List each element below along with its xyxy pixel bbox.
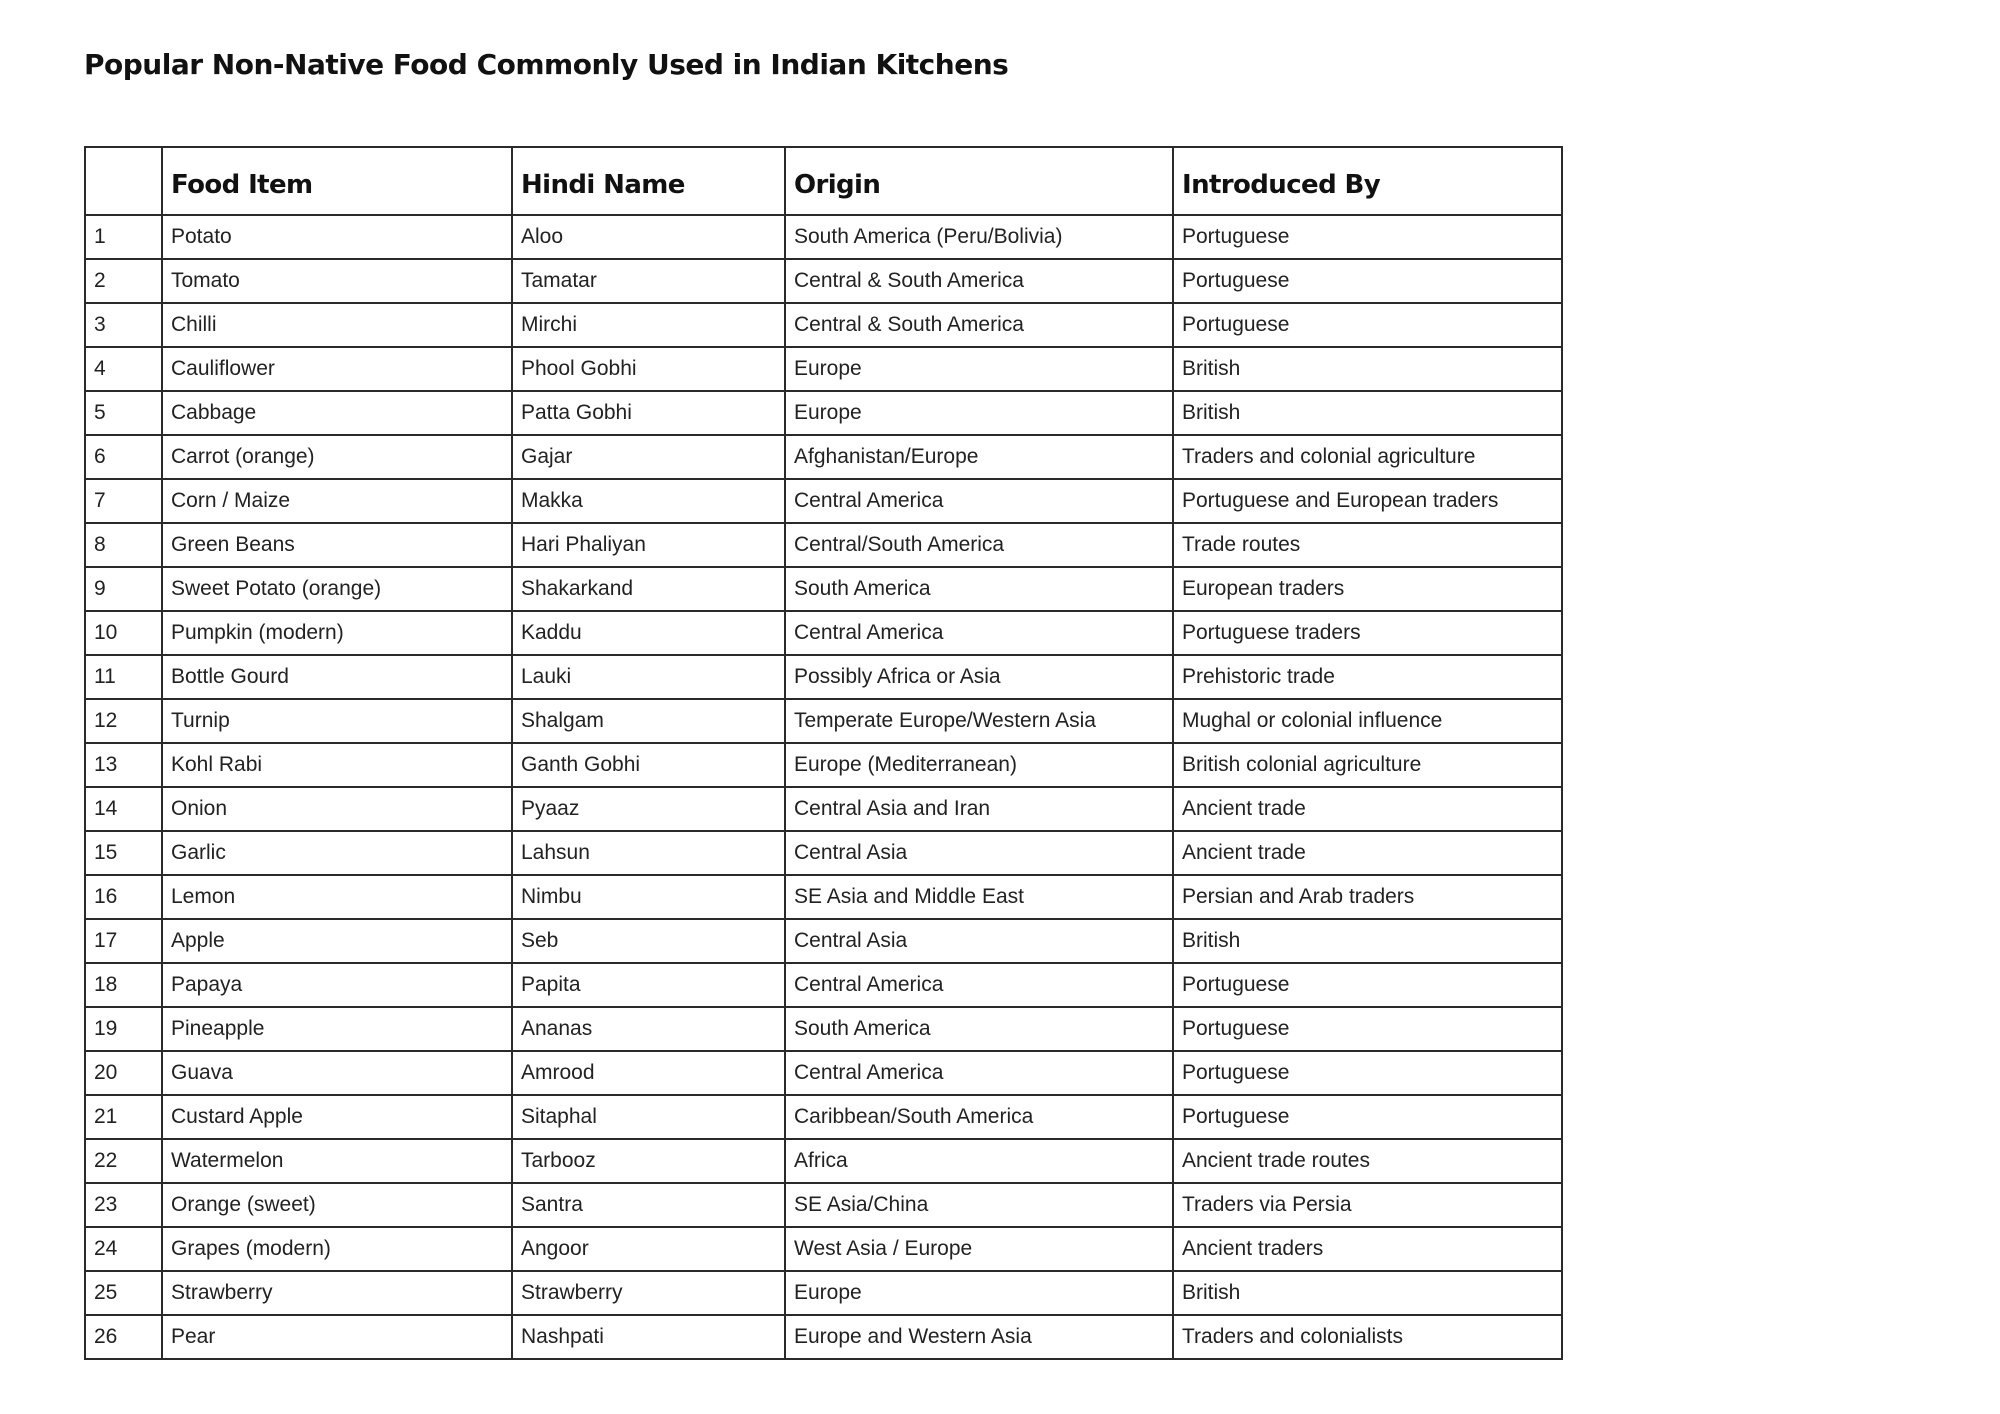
cell-index: 26 [85, 1315, 162, 1359]
cell-index: 14 [85, 787, 162, 831]
cell-hindi-name: Shalgam [512, 699, 785, 743]
cell-index: 3 [85, 303, 162, 347]
cell-origin: Central Asia [785, 919, 1173, 963]
cell-hindi-name: Tarbooz [512, 1139, 785, 1183]
cell-introduced-by: Portuguese traders [1173, 611, 1562, 655]
cell-introduced-by: Mughal or colonial influence [1173, 699, 1562, 743]
cell-hindi-name: Santra [512, 1183, 785, 1227]
header-food-item: Food Item [162, 147, 512, 215]
table-row [85, 919, 1562, 963]
cell-index: 22 [85, 1139, 162, 1183]
cell-origin: Central America [785, 1051, 1173, 1095]
cell-index: 24 [85, 1227, 162, 1271]
cell-hindi-name: Tamatar [512, 259, 785, 303]
cell-origin: Temperate Europe/Western Asia [785, 699, 1173, 743]
cell-index: 7 [85, 479, 162, 523]
cell-food-item: Custard Apple [162, 1095, 512, 1139]
table-row [85, 1051, 1562, 1095]
table-row [85, 875, 1562, 919]
cell-origin: Europe and Western Asia [785, 1315, 1173, 1359]
cell-introduced-by: Portuguese and European traders [1173, 479, 1562, 523]
cell-introduced-by: British colonial agriculture [1173, 743, 1562, 787]
cell-index: 13 [85, 743, 162, 787]
cell-food-item: Cauliflower [162, 347, 512, 391]
cell-hindi-name: Lauki [512, 655, 785, 699]
cell-food-item: Pineapple [162, 1007, 512, 1051]
cell-origin: Central Asia [785, 831, 1173, 875]
cell-hindi-name: Pyaaz [512, 787, 785, 831]
cell-origin: Central & South America [785, 303, 1173, 347]
cell-hindi-name: Aloo [512, 215, 785, 259]
cell-index: 4 [85, 347, 162, 391]
table-row [85, 479, 1562, 523]
table-body [85, 215, 1562, 1359]
cell-food-item: Guava [162, 1051, 512, 1095]
cell-food-item: Green Beans [162, 523, 512, 567]
cell-origin: Central/South America [785, 523, 1173, 567]
table-row [85, 743, 1562, 787]
cell-introduced-by: Prehistoric trade [1173, 655, 1562, 699]
cell-hindi-name: Amrood [512, 1051, 785, 1095]
cell-introduced-by: Portuguese [1173, 1051, 1562, 1095]
cell-food-item: Kohl Rabi [162, 743, 512, 787]
cell-introduced-by: Traders and colonialists [1173, 1315, 1562, 1359]
cell-hindi-name: Mirchi [512, 303, 785, 347]
cell-index: 19 [85, 1007, 162, 1051]
cell-introduced-by: British [1173, 391, 1562, 435]
cell-food-item: Papaya [162, 963, 512, 1007]
table-row [85, 303, 1562, 347]
cell-hindi-name: Ananas [512, 1007, 785, 1051]
cell-food-item: Lemon [162, 875, 512, 919]
cell-hindi-name: Nimbu [512, 875, 785, 919]
cell-origin: SE Asia and Middle East [785, 875, 1173, 919]
table-row [85, 435, 1562, 479]
cell-origin: Europe [785, 1271, 1173, 1315]
cell-origin: South America (Peru/Bolivia) [785, 215, 1173, 259]
cell-introduced-by: Traders and colonial agriculture [1173, 435, 1562, 479]
cell-introduced-by: European traders [1173, 567, 1562, 611]
cell-origin: Europe [785, 391, 1173, 435]
cell-hindi-name: Gajar [512, 435, 785, 479]
table-row [85, 787, 1562, 831]
cell-introduced-by: Portuguese [1173, 1095, 1562, 1139]
document-title: Popular Non-Native Food Commonly Used in Indian Kitchens [84, 48, 1009, 81]
cell-food-item: Sweet Potato (orange) [162, 567, 512, 611]
cell-hindi-name: Patta Gobhi [512, 391, 785, 435]
table-row [85, 1095, 1562, 1139]
table-row [85, 963, 1562, 1007]
cell-origin: West Asia / Europe [785, 1227, 1173, 1271]
cell-food-item: Corn / Maize [162, 479, 512, 523]
cell-introduced-by: Ancient traders [1173, 1227, 1562, 1271]
cell-food-item: Carrot (orange) [162, 435, 512, 479]
table-row [85, 391, 1562, 435]
cell-index: 10 [85, 611, 162, 655]
table-row [85, 259, 1562, 303]
cell-introduced-by: Portuguese [1173, 215, 1562, 259]
cell-index: 16 [85, 875, 162, 919]
cell-index: 17 [85, 919, 162, 963]
cell-hindi-name: Lahsun [512, 831, 785, 875]
cell-food-item: Garlic [162, 831, 512, 875]
table-row [85, 347, 1562, 391]
cell-origin: SE Asia/China [785, 1183, 1173, 1227]
cell-origin: South America [785, 567, 1173, 611]
cell-introduced-by: Portuguese [1173, 259, 1562, 303]
cell-introduced-by: Persian and Arab traders [1173, 875, 1562, 919]
cell-index: 20 [85, 1051, 162, 1095]
cell-introduced-by: British [1173, 919, 1562, 963]
table-row [85, 1315, 1562, 1359]
cell-index: 1 [85, 215, 162, 259]
cell-origin: Caribbean/South America [785, 1095, 1173, 1139]
cell-hindi-name: Makka [512, 479, 785, 523]
table-row [85, 1139, 1562, 1183]
header-hindi-name: Hindi Name [512, 147, 785, 215]
cell-food-item: Chilli [162, 303, 512, 347]
cell-index: 12 [85, 699, 162, 743]
cell-hindi-name: Hari Phaliyan [512, 523, 785, 567]
header-origin: Origin [785, 147, 1173, 215]
cell-hindi-name: Ganth Gobhi [512, 743, 785, 787]
cell-origin: Central & South America [785, 259, 1173, 303]
cell-hindi-name: Sitaphal [512, 1095, 785, 1139]
cell-index: 5 [85, 391, 162, 435]
cell-index: 18 [85, 963, 162, 1007]
cell-origin: Europe (Mediterranean) [785, 743, 1173, 787]
cell-hindi-name: Strawberry [512, 1271, 785, 1315]
table-row [85, 699, 1562, 743]
cell-introduced-by: Traders via Persia [1173, 1183, 1562, 1227]
cell-origin: South America [785, 1007, 1173, 1051]
table-row [85, 1227, 1562, 1271]
cell-food-item: Potato [162, 215, 512, 259]
table-row [85, 655, 1562, 699]
cell-index: 2 [85, 259, 162, 303]
table-row [85, 831, 1562, 875]
cell-food-item: Turnip [162, 699, 512, 743]
cell-hindi-name: Kaddu [512, 611, 785, 655]
cell-origin: Central America [785, 611, 1173, 655]
cell-index: 21 [85, 1095, 162, 1139]
cell-introduced-by: British [1173, 1271, 1562, 1315]
cell-introduced-by: Ancient trade routes [1173, 1139, 1562, 1183]
cell-hindi-name: Papita [512, 963, 785, 1007]
table-row [85, 1183, 1562, 1227]
cell-index: 6 [85, 435, 162, 479]
table-row [85, 611, 1562, 655]
cell-introduced-by: Portuguese [1173, 303, 1562, 347]
cell-origin: Afghanistan/Europe [785, 435, 1173, 479]
cell-origin: Africa [785, 1139, 1173, 1183]
food-table [84, 146, 1563, 1360]
cell-introduced-by: Ancient trade [1173, 831, 1562, 875]
cell-origin: Central America [785, 963, 1173, 1007]
header-index [85, 147, 162, 215]
header-introduced-by: Introduced By [1173, 147, 1562, 215]
cell-introduced-by: British [1173, 347, 1562, 391]
cell-food-item: Orange (sweet) [162, 1183, 512, 1227]
cell-food-item: Strawberry [162, 1271, 512, 1315]
cell-hindi-name: Seb [512, 919, 785, 963]
cell-origin: Central America [785, 479, 1173, 523]
table-row [85, 1271, 1562, 1315]
table-row [85, 215, 1562, 259]
table-row [85, 1007, 1562, 1051]
cell-index: 8 [85, 523, 162, 567]
cell-hindi-name: Phool Gobhi [512, 347, 785, 391]
cell-food-item: Onion [162, 787, 512, 831]
cell-index: 15 [85, 831, 162, 875]
cell-index: 23 [85, 1183, 162, 1227]
cell-origin: Europe [785, 347, 1173, 391]
cell-origin: Central Asia and Iran [785, 787, 1173, 831]
cell-index: 25 [85, 1271, 162, 1315]
cell-food-item: Grapes (modern) [162, 1227, 512, 1271]
cell-food-item: Watermelon [162, 1139, 512, 1183]
cell-food-item: Cabbage [162, 391, 512, 435]
cell-introduced-by: Portuguese [1173, 963, 1562, 1007]
cell-food-item: Pear [162, 1315, 512, 1359]
cell-hindi-name: Angoor [512, 1227, 785, 1271]
table-row [85, 523, 1562, 567]
cell-origin: Possibly Africa or Asia [785, 655, 1173, 699]
cell-food-item: Tomato [162, 259, 512, 303]
cell-introduced-by: Trade routes [1173, 523, 1562, 567]
cell-food-item: Apple [162, 919, 512, 963]
cell-hindi-name: Nashpati [512, 1315, 785, 1359]
cell-food-item: Bottle Gourd [162, 655, 512, 699]
table-row [85, 567, 1562, 611]
cell-food-item: Pumpkin (modern) [162, 611, 512, 655]
cell-introduced-by: Ancient trade [1173, 787, 1562, 831]
table-header-row [85, 147, 1562, 215]
cell-index: 11 [85, 655, 162, 699]
cell-introduced-by: Portuguese [1173, 1007, 1562, 1051]
cell-hindi-name: Shakarkand [512, 567, 785, 611]
cell-index: 9 [85, 567, 162, 611]
